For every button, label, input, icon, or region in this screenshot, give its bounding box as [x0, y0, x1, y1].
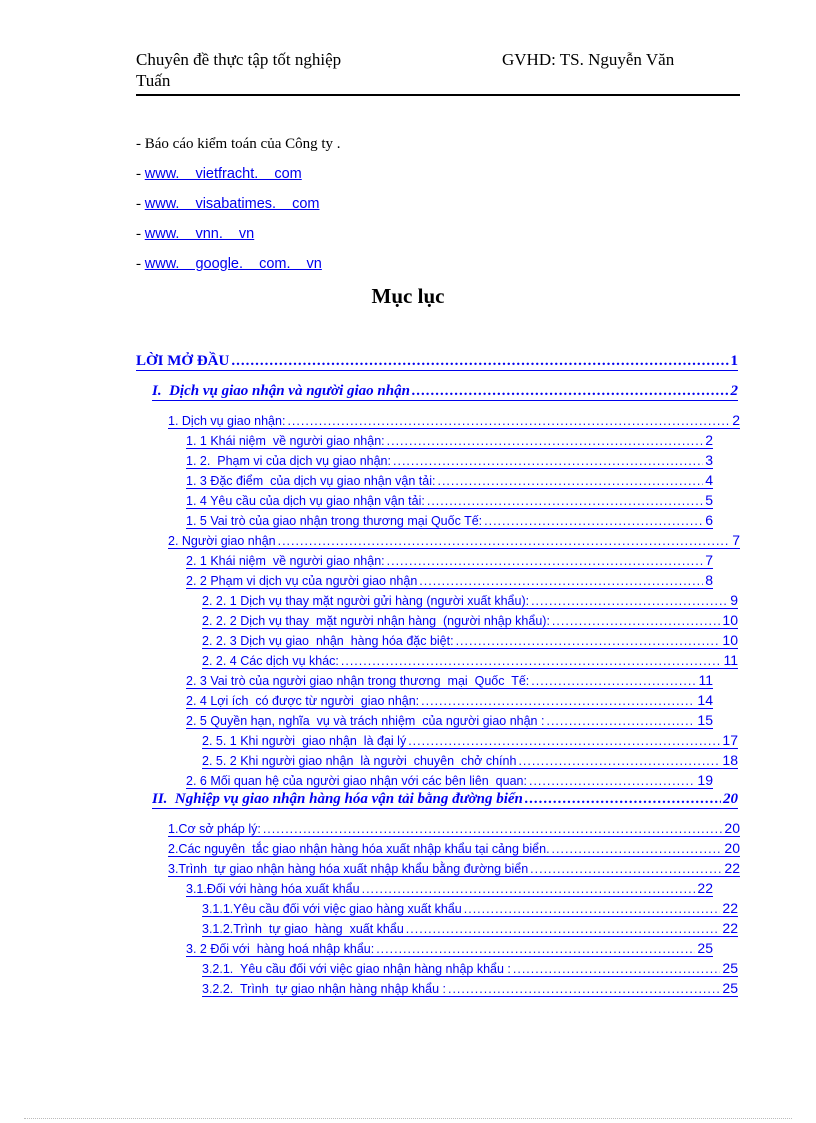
toc-entry-title: 2. 2 Phạm vi dịch vụ của người giao nhận [186, 574, 418, 588]
toc-entry[interactable] [186, 710, 713, 729]
toc-entry[interactable] [202, 898, 738, 917]
toc-entry[interactable] [202, 650, 738, 669]
toc-entry-page: 2 [732, 412, 740, 428]
toc-leader-dots [448, 982, 720, 996]
reference-item [136, 132, 341, 162]
toc-entry-title: 2. 4 Lợi ích có được từ người giao nhận: [186, 694, 420, 708]
toc-leader-dots [387, 554, 704, 568]
reference-item [136, 192, 341, 222]
reference-bullet: - [136, 166, 145, 182]
toc-entry-page: 25 [722, 980, 738, 996]
toc-leader-dots [393, 454, 703, 468]
toc-entry[interactable] [202, 590, 738, 609]
toc-entry-page: 25 [697, 940, 713, 956]
toc-entry[interactable] [202, 750, 738, 769]
toc-leader-dots [531, 594, 728, 608]
toc-leader-dots [421, 694, 695, 708]
toc-entry-title: 3.1.1.Yêu cầu đối với việc giao hàng xuất khẩu [202, 902, 462, 916]
toc-entry-title: 2. 5 Quyền hạn, nghĩa vụ và trách nhiệm của người giao nhận : [186, 714, 545, 728]
page-bottom-divider [24, 1118, 792, 1119]
toc-entry[interactable] [186, 670, 713, 689]
toc-entry[interactable] [168, 838, 740, 857]
toc-entry-title: 2. 2. 4 Các dịch vụ khác: [202, 654, 339, 668]
reference-link[interactable]: www. vietfracht. com [144, 166, 302, 182]
toc-leader-dots [427, 494, 703, 508]
toc-entry[interactable] [186, 878, 713, 897]
toc-entry[interactable] [202, 958, 738, 977]
toc-entry-title: 2. 3 Vai trò của người giao nhận trong thương mại Quốc Tế: [186, 674, 530, 688]
toc-entry-page: 9 [730, 592, 738, 608]
toc-leader-dots [287, 414, 730, 428]
toc-entry-title: 2.Các nguyên tắc giao nhận hàng hóa xuất nhập khẩu tại cảng biển. [168, 842, 550, 856]
toc-entry-page: 11 [723, 652, 738, 668]
toc-entry-title: 3.2.1. Yêu cầu đối với việc giao nhận hàng nhập khẩu : [202, 962, 511, 976]
toc-entry-page: 25 [722, 960, 738, 976]
toc-entry-title: I. Dịch vụ giao nhận và người giao nhận [152, 383, 410, 399]
toc-entry-page: 2 [730, 383, 738, 399]
toc-entry[interactable] [186, 550, 713, 569]
toc-entry-title: 2. 5. 2 Khi người giao nhận là người chuyên chở chính [202, 754, 517, 768]
toc-entry-title: 2. Người giao nhận [168, 534, 276, 548]
reference-item [136, 222, 341, 252]
toc-entry[interactable] [202, 610, 738, 629]
toc-leader-dots [530, 862, 722, 876]
toc-entry-title: 2. 1 Khái niệm về người giao nhận: [186, 554, 385, 568]
toc-entry[interactable] [186, 510, 713, 529]
toc-leader-dots [231, 353, 728, 370]
reference-text: Báo cáo kiểm toán của Công ty . [144, 136, 341, 152]
toc-entry-title: 3. 2 Đối với hàng hoá nhập khẩu: [186, 942, 375, 956]
toc-entry[interactable] [186, 570, 713, 589]
toc-entry-title: 1. 5 Vai trò của giao nhận trong thương mại Quốc Tế: [186, 514, 483, 528]
reference-bullet: - [136, 136, 145, 152]
reference-link[interactable]: www. vnn. vn [144, 226, 255, 242]
toc-entry-page: 22 [722, 900, 738, 916]
toc-leader-dots [412, 383, 729, 400]
toc-title: Mục lục [371, 284, 445, 308]
reference-bullet: - [136, 256, 145, 272]
toc-entry-page: 17 [722, 732, 738, 748]
toc-leader-dots [484, 514, 703, 528]
toc-leader-dots [437, 474, 703, 488]
toc-entry-title: 2. 2. 2 Dịch vụ thay mặt người nhận hàng (người nhập khẩu): [202, 614, 550, 628]
reference-bullet: - [136, 226, 145, 242]
toc-entry-page: 15 [697, 712, 713, 728]
reference-link[interactable]: www. visabatimes. com [144, 196, 320, 212]
toc-entry-title: 1.Cơ sở pháp lý: [168, 822, 261, 836]
toc-entry[interactable] [136, 350, 738, 371]
toc-entry-title: 3.1.Đối với hàng hóa xuất khẩu [186, 882, 360, 896]
toc-entry[interactable] [186, 430, 713, 449]
toc-entry[interactable] [202, 730, 738, 749]
toc-entry-page: 8 [705, 572, 713, 588]
toc-entry[interactable] [186, 490, 713, 509]
toc-entry-page: 4 [705, 472, 713, 488]
toc-entry[interactable] [168, 818, 740, 837]
toc-entry-title: II. Nghiệp vụ giao nhận hàng hóa vận tải bằng đường biển [152, 791, 523, 807]
toc-entry[interactable] [202, 918, 738, 937]
toc-leader-dots [362, 882, 696, 896]
toc-leader-dots [419, 574, 703, 588]
toc-entry-page: 19 [697, 772, 713, 788]
toc-leader-dots [546, 714, 695, 728]
toc-leader-dots [263, 822, 723, 836]
toc-entry-title: 1. 1 Khái niệm về người giao nhận: [186, 434, 385, 448]
toc-entry-title: 2. 2. 1 Dịch vụ thay mặt người gửi hàng (người xuất khẩu): [202, 594, 530, 608]
toc-entry-title: 2. 2. 3 Dịch vụ giao nhận hàng hóa đặc biệt: [202, 634, 454, 648]
header-supervisor: GVHD: TS. Nguyễn Văn [502, 50, 675, 69]
toc-entry-title: 1. 4 Yêu cầu của dịch vụ giao nhận vận tải: [186, 494, 425, 508]
toc-leader-dots [513, 962, 721, 976]
toc-entry-title: 2. 5. 1 Khi người giao nhận là đại lý [202, 734, 407, 748]
toc-entry[interactable] [152, 380, 738, 401]
toc-leader-dots [464, 902, 721, 916]
toc-entry[interactable] [168, 410, 740, 429]
toc-leader-dots [341, 654, 722, 668]
toc-entry-page: 22 [724, 860, 740, 876]
toc-entry[interactable] [202, 978, 738, 997]
toc-entry-page: 10 [722, 632, 738, 648]
toc-entry-title: 1. 3 Đặc điểm của dịch vụ giao nhận vận tải: [186, 474, 436, 488]
toc-leader-dots [278, 534, 731, 548]
toc-entry[interactable] [168, 858, 740, 877]
toc-entry-page: 10 [722, 612, 738, 628]
toc-entry[interactable] [168, 530, 740, 549]
toc-leader-dots [456, 634, 721, 648]
reference-list [136, 132, 341, 282]
toc-leader-dots [525, 791, 721, 808]
toc-entry-page: 2 [705, 432, 713, 448]
toc-entry[interactable] [186, 690, 713, 709]
toc-entry-page: 20 [724, 820, 740, 836]
reference-link[interactable]: www. google. com. vn [144, 256, 322, 272]
header-supervisor-continued: Tuấn [136, 71, 171, 90]
toc-entry-page: 20 [723, 791, 738, 807]
toc-entry-page: 22 [697, 880, 713, 896]
toc-entry-page: 22 [722, 920, 738, 936]
toc-leader-dots [552, 842, 723, 856]
toc-entry-title: 1. 2. Phạm vi của dịch vụ giao nhận: [186, 454, 391, 468]
toc-entry[interactable] [152, 788, 738, 809]
toc-leader-dots [406, 922, 721, 936]
toc-entry-title: 3.2.2. Trình tự giao nhận hàng nhập khẩu : [202, 982, 446, 996]
toc-entry-page: 3 [705, 452, 713, 468]
toc-entry[interactable] [202, 630, 738, 649]
toc-entry-page: 7 [705, 552, 713, 568]
toc-entry-title: 2. 6 Mối quan hệ của người giao nhận với các bên liên quan: [186, 774, 527, 788]
toc-entry-page: 6 [705, 512, 713, 528]
toc-entry[interactable] [186, 470, 713, 489]
toc-entry-page: 1 [730, 353, 738, 369]
toc-entry-page: 14 [697, 692, 713, 708]
toc-entry-page: 20 [724, 840, 740, 856]
reference-bullet: - [136, 196, 145, 212]
toc-leader-dots [387, 434, 704, 448]
reference-item [136, 162, 341, 192]
toc-leader-dots [376, 942, 695, 956]
toc-entry-title: 3.Trình tự giao nhận hàng hóa xuất nhập khẩu bằng đường biển [168, 862, 529, 876]
toc-entry-page: 11 [698, 672, 713, 688]
toc-leader-dots [531, 674, 696, 688]
toc-leader-dots [408, 734, 720, 748]
page-header [136, 50, 740, 96]
toc-entry-page: 18 [722, 752, 738, 768]
toc-leader-dots [552, 614, 721, 628]
toc-entry-title: LỜI MỞ ĐẦU [136, 353, 230, 369]
toc-entry[interactable] [186, 938, 713, 957]
toc-leader-dots [518, 754, 720, 768]
toc-entry-page: 7 [732, 532, 740, 548]
header-title: Chuyên đề thực tập tốt nghiệp [136, 50, 342, 69]
toc-entry-title: 3.1.2.Trình tự giao hàng xuất khẩu [202, 922, 404, 936]
toc-entry-page: 5 [705, 492, 713, 508]
reference-item [136, 252, 341, 282]
toc-entry[interactable] [186, 450, 713, 469]
toc-leader-dots [529, 774, 695, 788]
toc-entry-title: 1. Dịch vụ giao nhận: [168, 414, 286, 428]
toc-entry[interactable] [186, 770, 713, 789]
